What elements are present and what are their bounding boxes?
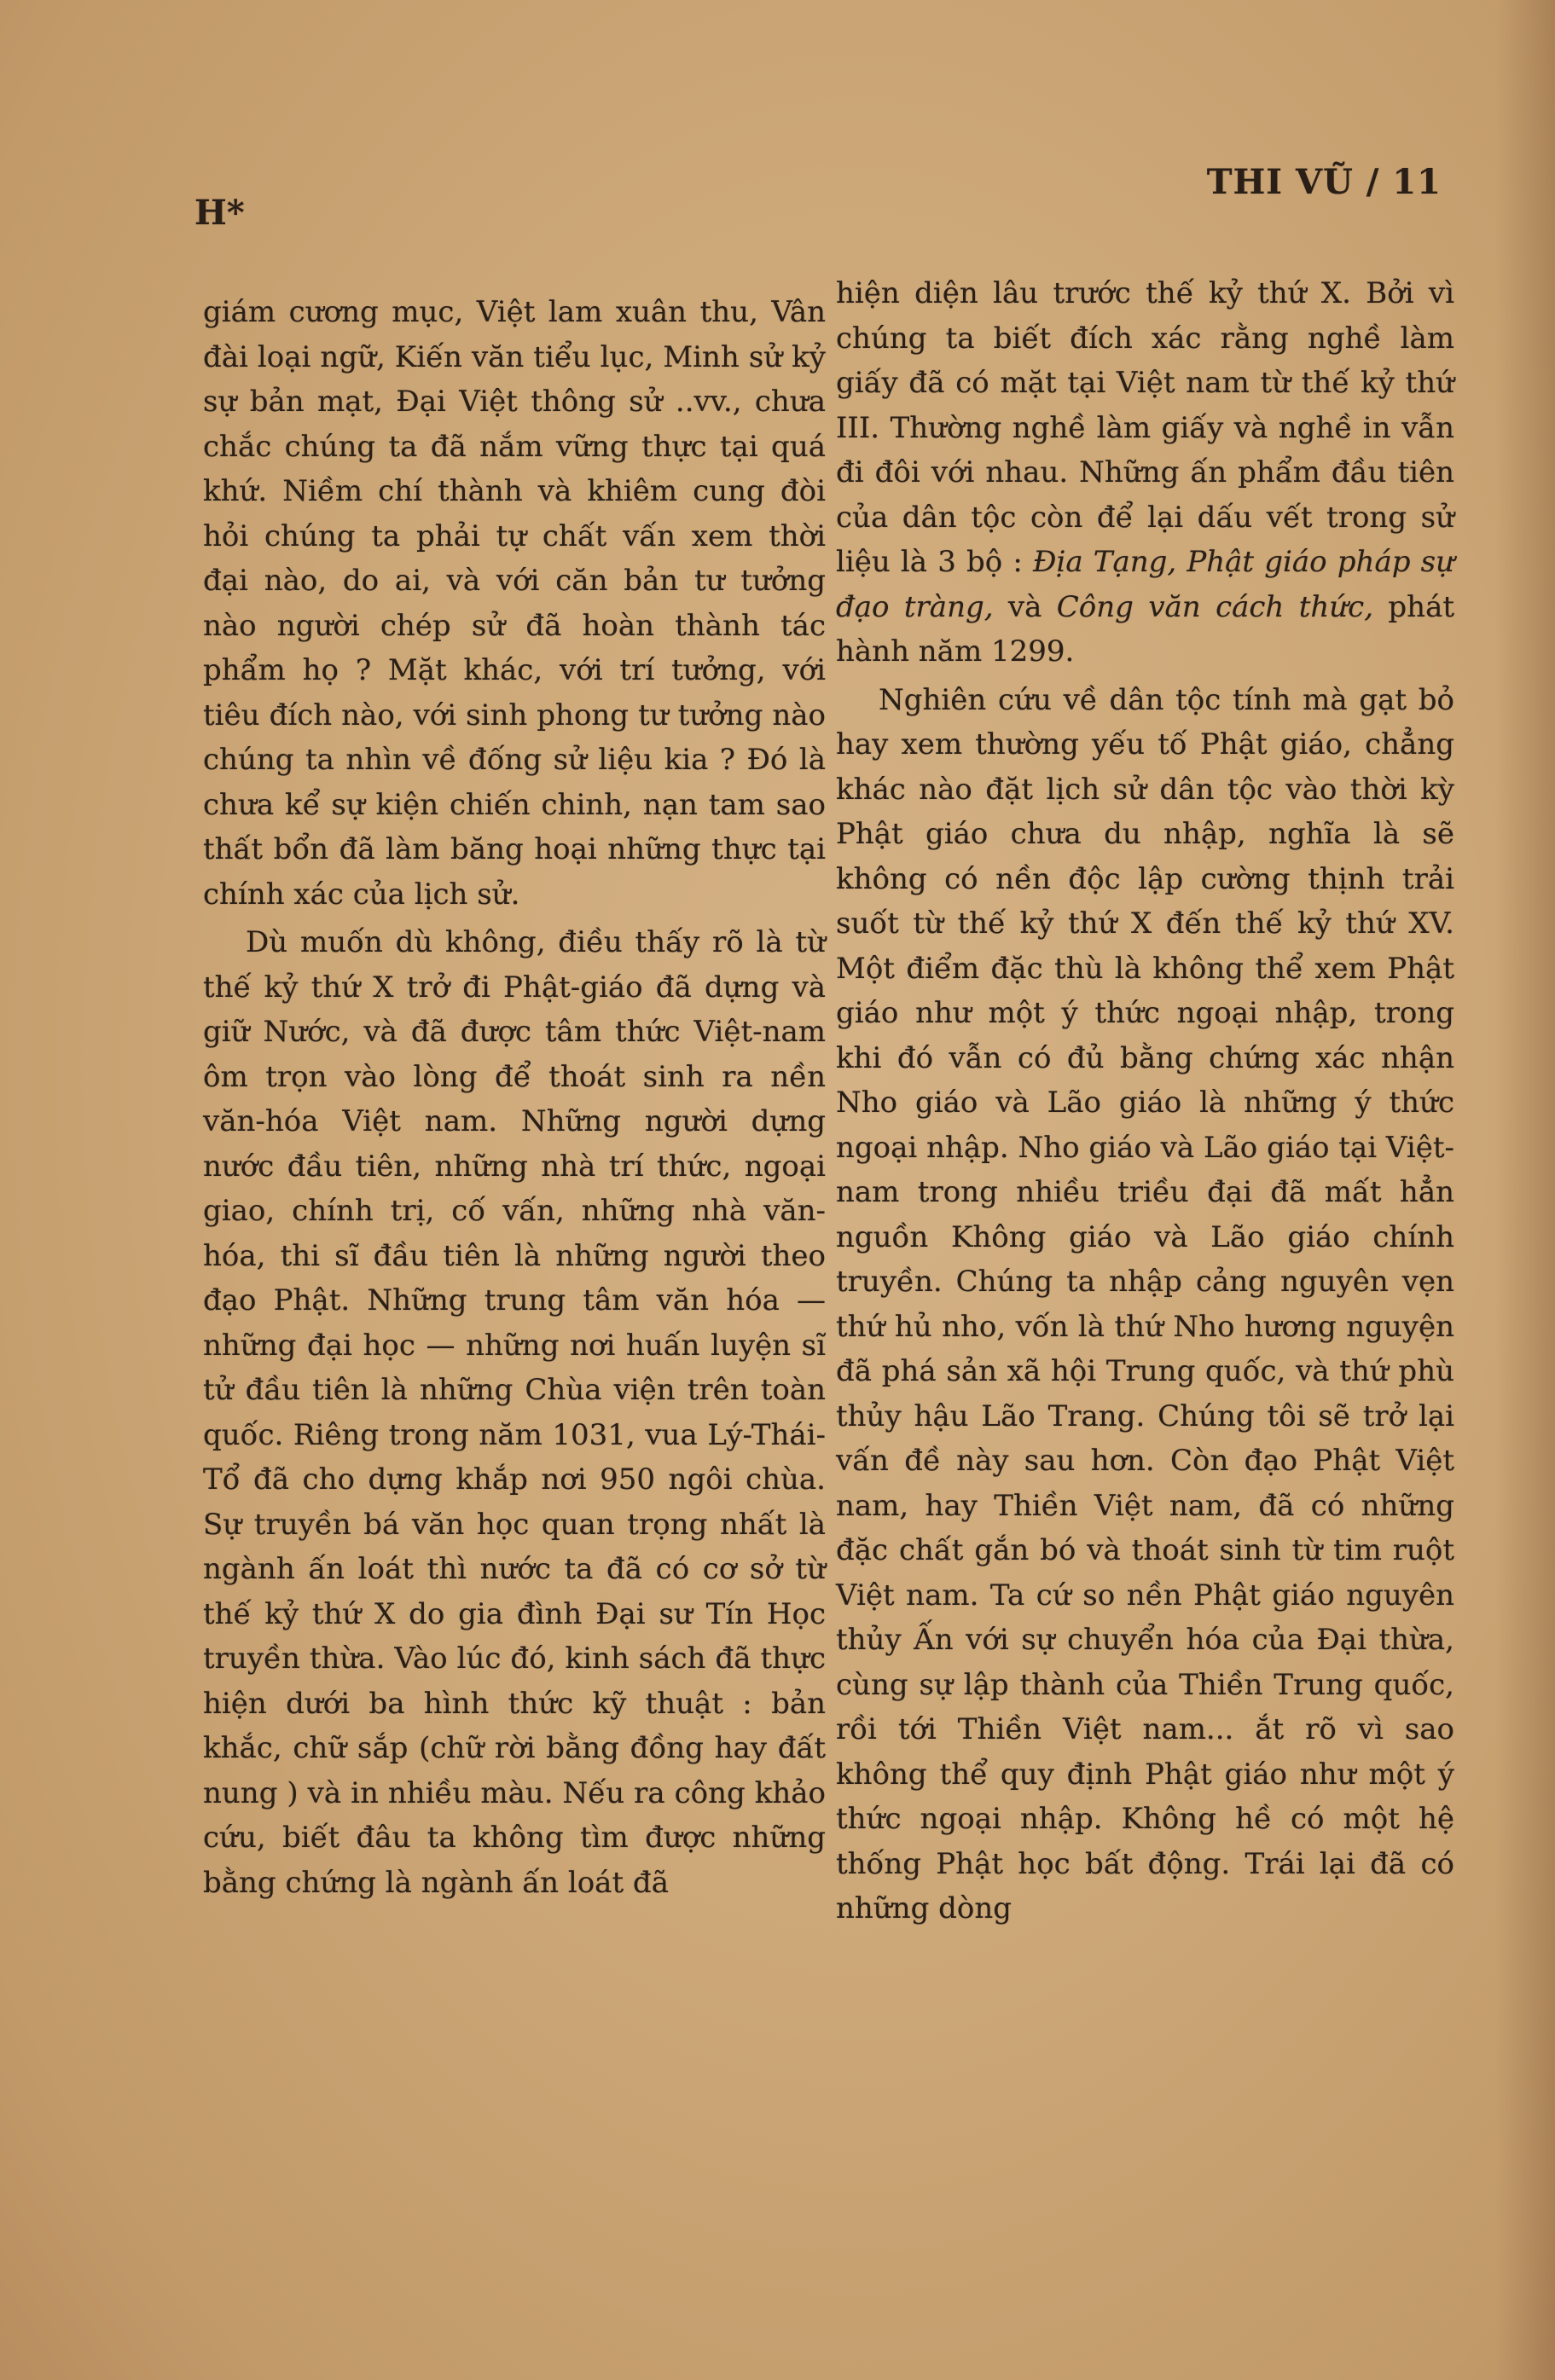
- right-column: [836, 271, 1454, 1931]
- right-paragraph-2: Nghiên cứu về dân tộc tính mà gạt bỏ hay xem thường yếu tố Phật giáo, chẳng khác nào đặt lịch sử dân tộc vào thời kỳ Phật giáo chưa du nhập, nghĩa là sẽ không có nền độc lập cường thịnh trải suốt từ thế kỷ thứ X đến thế kỷ thứ XV. Một điểm đặc thù là không thể xem Phật giáo như một ý thức ngoại nhập, trong khi đó vẫn có đủ bằng chứng xác nhận Nho giáo và Lão giáo là những ý thức ngoại nhập. Nho giáo và Lão giáo tại Việt-nam trong nhiều triều đại đã mất hẳn nguồn Không giáo và Lão giáo chính truyền. Chúng ta nhập cảng nguyên vẹn thứ hủ nho, vốn là thứ Nho hương nguyện đã phá sản xã hội Trung quốc, và thứ phù thủy hậu Lão Trang. Chúng tôi sẽ trở lại vấn đề này sau hơn. Còn đạo Phật Việt nam, hay Thiền Việt nam, đã có những đặc chất gắn bó và thoát sinh từ tim ruột Việt nam. Ta cứ so nền Phật giáo nguyên thủy Ấn với sự chuyển hóa của Đại thừa, cùng sự lập thành của Thiền Trung quốc, rồi tới Thiền Việt nam... ắt rõ vì sao không thể quy định Phật giáo như một ý thức ngoại nhập. Không hề có một hệ thống Phật học bất động. Trái lại đã có những dòng: [836, 682, 1454, 1925]
- running-head: THI VŨ / 11: [1206, 162, 1442, 202]
- right-paragraph-1-text-c: phát hành năm 1299.: [836, 589, 1455, 669]
- signature-mark: H*: [194, 193, 245, 233]
- left-paragraph-1: giám cương mục, Việt lam xuân thu, Vân đài loại ngữ, Kiến văn tiểu lục, Minh sử kỷ sự bản mạt, Đại Việt thông sử ..vv., chưa chắc chúng ta đã nắm vững thực tại quá khứ. Niềm chí thành và khiêm cung đòi hỏi chúng ta phải tự chất vấn xem thời đại nào, do ai, và với căn bản tư tưởng nào người chép sử đã hoàn thành tác phẩm họ ? Mặt khác, với trí tưởng, với tiêu đích nào, với sinh phong tư tưởng nào chúng ta nhìn về đống sử liệu kia ? Đó là chưa kể sự kiện chiến chinh, nạn tam sao thất bổn đã làm băng hoại những thực tại chính xác của lịch sử.: [203, 295, 826, 912]
- left-paragraph-2: Dù muốn dù không, điều thấy rõ là từ thế kỷ thứ X trở đi Phật-giáo đã dựng và giữ Nước, và đã được tâm thức Việt-nam ôm trọn vào lòng để thoát sinh ra nền văn-hóa Việt nam. Những người dựng nước đầu tiên, những nhà trí thức, ngoại giao, chính trị, cố vấn, những nhà văn-hóa, thi sĩ đầu tiên là những người theo đạo Phật. Những trung tâm văn hóa — những đại học — những nơi huấn luyện sĩ tử đầu tiên là những Chùa viện trên toàn quốc. Riêng trong năm 1031, vua Lý-Thái-Tổ đã cho dựng khắp nơi 950 ngôi chùa. Sự truyền bá văn học quan trọng nhất là ngành ấn loát thì nước ta đã có cơ sở từ thế kỷ thứ X do gia đình Đại sư Tín Học truyền thừa. Vào lúc đó, kinh sách đã thực hiện dưới ba hình thức kỹ thuật : bản khắc, chữ sắp (chữ rời bằng đồng hay đất nung ) và in nhiều màu. Nếu ra công khảo cứu, biết đâu ta không tìm được những bằng chứng là ngành ấn loát đã: [203, 925, 826, 1900]
- book-title-cong-van: Công văn cách thức,: [1056, 589, 1374, 624]
- book-title-dia-tang: Địa Tạng, Phật giáo pháp sự đạo tràng,: [836, 545, 1454, 624]
- page-edge-shadow: [1495, 0, 1555, 2380]
- right-paragraph-1-text-b: và: [993, 589, 1057, 624]
- right-paragraph-1-text-a: hiện diện lâu trước thế kỷ thứ X. Bởi vì chúng ta biết đích xác rằng nghề làm giấy đã có mặt tại Việt nam từ thế kỷ thứ III. Thường nghề làm giấy và nghề in vẫn đi đôi với nhau. Những ấn phẩm đầu tiên của dân tộc còn để lại dấu vết trong sử liệu là 3 bộ :: [836, 276, 1454, 579]
- left-column: [203, 290, 826, 1905]
- right-paragraph-1: [836, 271, 1454, 675]
